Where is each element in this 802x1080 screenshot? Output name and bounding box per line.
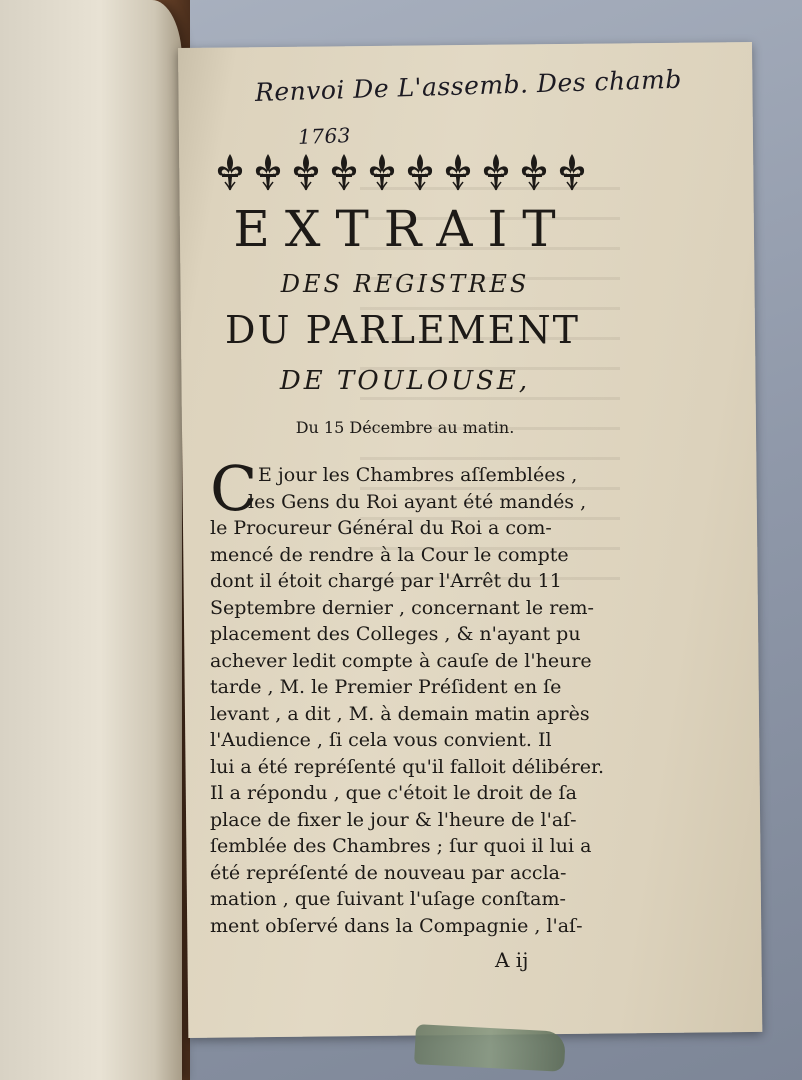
body-line: levant , a dit , M. à demain matin après: [210, 702, 590, 725]
title-du-parlement: DU PARLEMENT: [225, 308, 580, 352]
body-line: lui a été repréſenté qu'il falloit délibérer.: [210, 755, 605, 778]
fleur-de-lis-icon: [481, 152, 511, 192]
fleur-de-lis-icon: [405, 152, 435, 192]
body-line: placement des Colleges , & n'ayant pu: [210, 623, 581, 645]
title-des-registres: DES REGISTRES: [280, 270, 530, 298]
body-line: été repréſenté de nouveau par accla-: [210, 861, 567, 884]
fleur-de-lis-icon: [329, 152, 359, 192]
body-line: le Procureur Général du Roi a com-: [210, 517, 552, 539]
title-de-toulouse: DE TOULOUSE,: [279, 366, 531, 396]
left-page: [0, 0, 182, 1080]
body-line: Septembre dernier , concernant le rem-: [210, 596, 594, 619]
fleur-de-lis-icon: [215, 152, 245, 192]
title-extrait: EXTRAIT: [233, 200, 571, 258]
body-line: tarde , M. le Premier Préſident en ſe: [210, 676, 562, 698]
body-line: les Gens du Roi ayant été mandés ,: [248, 490, 587, 513]
fleur-de-lis-icon: [519, 152, 549, 192]
handwritten-year: 1763: [297, 123, 352, 149]
body-line: l'Audience , ſi cela vous convient. Il: [210, 729, 552, 751]
fleur-de-lis-icon: [443, 152, 473, 192]
ribbon-bookmark: [414, 1024, 566, 1072]
body-line: place de fixer le jour & l'heure de l'aſ-: [210, 808, 577, 831]
body-line: Il a répondu , que c'étoit le droit de ſa: [210, 782, 577, 804]
date-line: Du 15 Décembre au matin.: [295, 418, 515, 437]
body-line: ſemblée des Chambres ; ſur quoi il lui a: [210, 835, 592, 857]
body-line: mencé de rendre à la Cour le compte: [210, 543, 569, 566]
fleur-de-lis-icon: [291, 152, 321, 192]
body-line: E jour les Chambres aſſemblées ,: [258, 464, 578, 486]
signature-mark: A ij: [495, 948, 529, 972]
handwritten-note: Renvoi De L'assemb. Des chamb: [254, 64, 683, 107]
drop-cap: C: [210, 452, 258, 525]
body-line: ment obſervé dans la Compagnie , l'aſ-: [210, 914, 583, 937]
fleuron-ornament-row: [215, 150, 587, 194]
fleur-de-lis-icon: [253, 152, 283, 192]
body-line: mation , que ſuivant l'uſage conſtam-: [210, 888, 566, 910]
body-line: dont il étoit chargé par l'Arrêt du 11: [210, 570, 562, 592]
fleur-de-lis-icon: [367, 152, 397, 192]
fleur-de-lis-icon: [557, 152, 587, 192]
body-line: achever ledit compte à cauſe de l'heure: [210, 649, 592, 672]
